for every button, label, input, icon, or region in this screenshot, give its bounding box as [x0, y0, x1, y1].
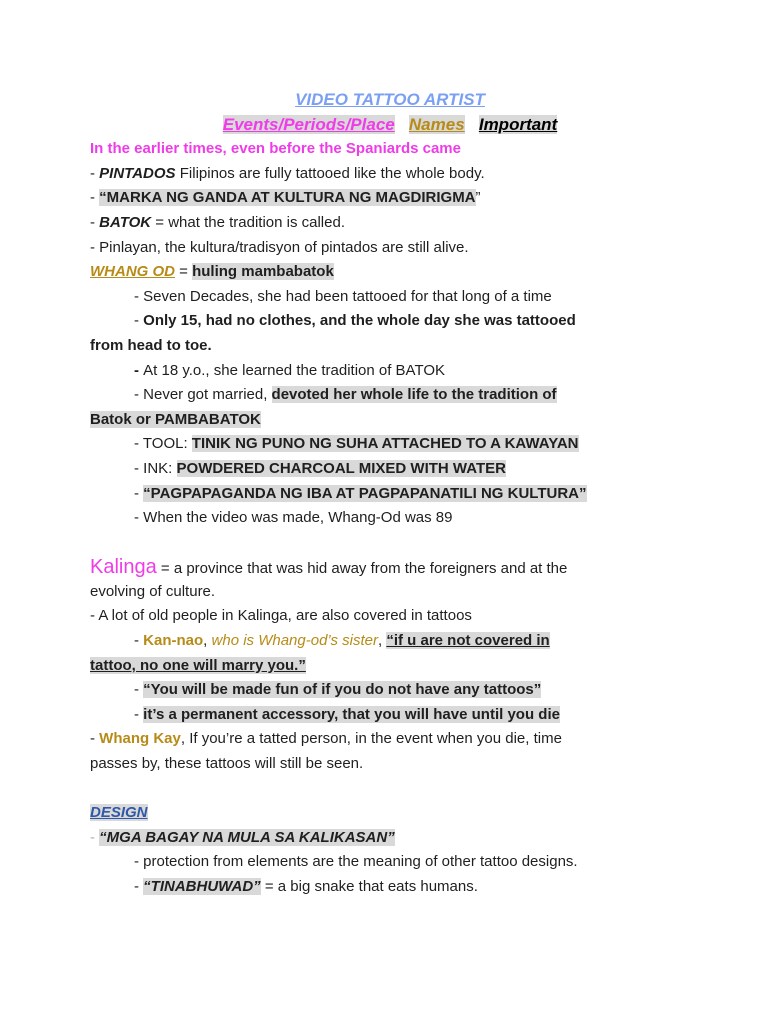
- dash: -: [134, 681, 144, 699]
- pagpapaganda-line: [90, 482, 690, 507]
- married-line: [90, 383, 690, 408]
- pambabatok-text: Batok or PAMBABATOK: [90, 410, 261, 428]
- marka-quote: “MARKA NG GANDA AT KULTURA NG MAGDIRIGMA: [99, 189, 476, 207]
- tinabhuwad-line: [90, 875, 690, 900]
- batok-desc: = what the tradition is called.: [151, 213, 345, 231]
- whang-od-title: huling mambabatok: [192, 263, 334, 281]
- married-cont: [90, 408, 690, 433]
- doc-title-line: [90, 88, 690, 113]
- pinlayan-line: - Pinlayan, the kultura/tradisyon of pintados are still alive.: [90, 238, 469, 256]
- design-heading-line: [90, 801, 690, 826]
- legend-line: [90, 113, 690, 138]
- kalikasan-quote: “MGA BAGAY NA MULA SA KALIKASAN”: [99, 828, 395, 846]
- tinabhuwad-desc: = a big snake that eats humans.: [260, 878, 478, 895]
- kan-nao-quote-cont: tattoo, no one will marry you.”: [90, 656, 306, 674]
- tinabhuwad-term: “TINABHUWAD”: [143, 878, 261, 895]
- kan-nao-line: [90, 629, 690, 654]
- whang-od-line: [90, 260, 690, 285]
- kalinga-line: [90, 555, 690, 580]
- batok-term: BATOK: [99, 213, 152, 231]
- dash: -: [90, 213, 100, 231]
- devoted-text: devoted her whole life to the tradition of: [271, 386, 557, 404]
- tool-line: [90, 432, 690, 457]
- pintados-line: [90, 162, 690, 187]
- pagpapaganda-quote: “PAGPAPAGANDA NG IBA AT PAGPAPANATILI NG KULTURA”: [143, 484, 587, 502]
- ink-label: - INK:: [134, 459, 177, 477]
- old-people-line: - A lot of old people in Kalinga, are also covered in tattoos: [90, 607, 472, 625]
- only-15-text: Only 15, had no clothes, and the whole day she was tattooed: [143, 312, 576, 330]
- dash: -: [134, 484, 144, 502]
- permanent-line: [90, 703, 690, 728]
- whang-kay-cont: passes by, these tattoos will still be seen.: [90, 755, 364, 773]
- batok-line: [90, 211, 690, 236]
- dash: -: [90, 164, 100, 182]
- comma: ,: [203, 632, 212, 650]
- made-fun-quote: “You will be made fun of if you do not have any tattoos”: [143, 681, 542, 699]
- dash: -: [134, 312, 144, 330]
- kan-nao-quote: “if u are not covered in: [386, 632, 550, 650]
- video-age-line: - When the video was made, Whang-Od was 89: [134, 509, 453, 527]
- pintados-desc: Filipinos are fully tattooed like the whole body.: [175, 164, 485, 182]
- whang-od-name: WHANG OD: [90, 263, 175, 281]
- ink-line: [90, 457, 690, 482]
- tool-value: TINIK NG PUNO NG SUHA ATTACHED TO A KAWAYAN: [191, 435, 579, 453]
- whang-kay-name: Whang Kay: [99, 730, 181, 748]
- kalikasan-line: [90, 826, 690, 851]
- section1-intro: In the earlier times, even before the Spaniards came: [90, 140, 461, 158]
- seven-decades-line: - Seven Decades, she had been tattooed for that long of a time: [134, 287, 552, 305]
- kalinga-name: Kalinga: [90, 556, 157, 579]
- design-heading: DESIGN: [90, 804, 148, 822]
- spacer: [90, 531, 690, 556]
- whang-kay-desc: , If you’re a tatted person, in the event when you die, time: [180, 730, 562, 748]
- marka-quote-end: ”: [475, 189, 481, 207]
- age-18-text: At 18 y.o., she learned the tradition of BATOK: [143, 361, 446, 379]
- legend-names: Names: [408, 114, 465, 134]
- kan-nao-role: who is Whang-od’s sister: [211, 632, 378, 650]
- dash: -: [134, 632, 144, 650]
- only-15-cont: from head to toe.: [90, 336, 212, 354]
- document-page: [90, 88, 690, 900]
- equals: =: [175, 263, 193, 281]
- kan-nao-cont: [90, 654, 690, 679]
- comma: ,: [377, 632, 387, 650]
- only-15-line: [90, 309, 690, 334]
- made-fun-line: [90, 678, 690, 703]
- dash: -: [134, 361, 144, 379]
- pintados-term: PINTADOS: [99, 164, 176, 182]
- dash: -: [90, 730, 100, 748]
- tool-label: - TOOL:: [134, 435, 192, 453]
- married-pre: - Never got married,: [134, 386, 272, 404]
- doc-title: VIDEO TATTOO ARTIST: [295, 90, 485, 109]
- permanent-text: it’s a permanent accessory, that you will have until you die: [143, 705, 560, 723]
- kalinga-desc-cont: evolving of culture.: [90, 582, 216, 600]
- age-18-line: [90, 359, 690, 384]
- kan-nao-name: Kan-nao: [143, 632, 204, 650]
- kalinga-desc: = a province that was hid away from the foreigners and at the: [156, 560, 568, 578]
- whang-kay-line: [90, 727, 690, 752]
- marka-line: [90, 186, 690, 211]
- ink-value: POWDERED CHARCOAL MIXED WITH WATER: [176, 459, 506, 477]
- dash: -: [90, 189, 100, 207]
- protection-line: - protection from elements are the meaning of other tattoo designs.: [134, 853, 578, 871]
- legend-events: Events/Periods/Place: [222, 114, 395, 134]
- dash: -: [134, 705, 144, 723]
- dash: -: [90, 828, 100, 846]
- legend-important: Important: [478, 114, 558, 134]
- dash: -: [134, 878, 144, 895]
- spacer: [90, 777, 690, 802]
